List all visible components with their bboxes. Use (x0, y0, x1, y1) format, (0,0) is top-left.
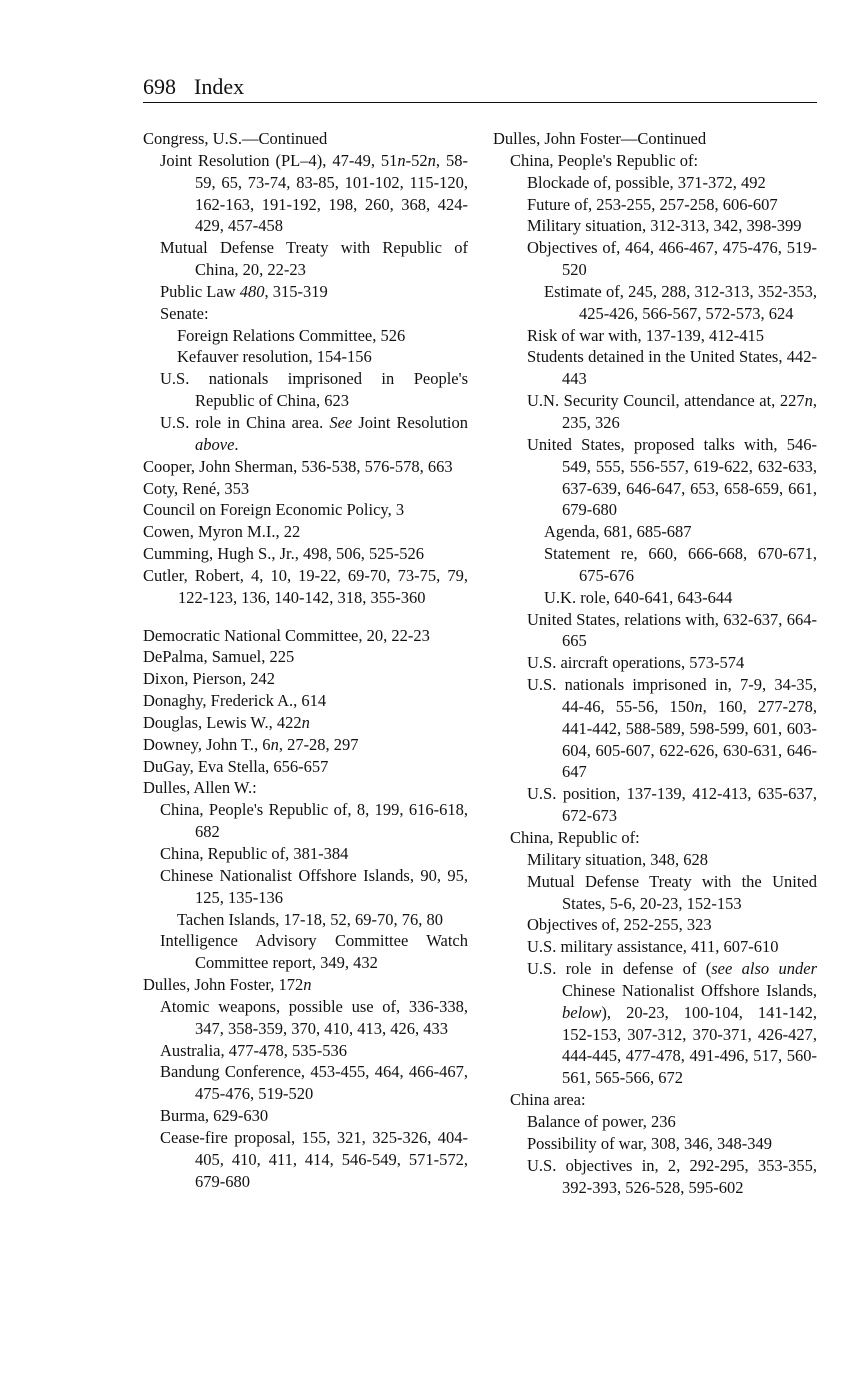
index-subentry: Military situation, 312-313, 342, 398-399 (527, 216, 802, 236)
index-entry: Cutler, Robert, 4, 10, 19-22, 69-70, 73-75, 79, 122-123, 136, 140-142, 318, 355-360 (143, 565, 468, 607)
index-subentry: Military situation, 348, 628 (527, 849, 709, 869)
index-subentry: Kefauver resolution, 154-156 (177, 347, 372, 367)
index-subentry: Objectives of, 252-255, 323 (527, 915, 712, 935)
index-subentry: China, People's Republic of, 8, 199, 616-618, 682 (160, 800, 468, 842)
index-subentry: Foreign Relations Committee, 526 (177, 325, 406, 345)
index-entry: Donaghy, Frederick A., 614 (143, 691, 327, 711)
index-entry: Council on Foreign Economic Policy, 3 (143, 500, 405, 520)
index-subentry: Intelligence Advisory Committee Watch Committee report, 349, 432 (160, 931, 468, 973)
index-subentry: Cease-fire proposal, 155, 321, 325-326, 404-405, 410, 411, 414, 546-549, 571-572, 679-680 (160, 1127, 468, 1191)
index-subentry: U.N. Security Council, attendance at, 227n, 235, 326 (527, 391, 817, 432)
index-subentry: Public Law 480, 315-319 (160, 281, 328, 301)
index-column-left (143, 128, 468, 1193)
index-entry: DePalma, Samuel, 225 (143, 647, 295, 667)
index-subentry: U.S. objectives in, 2, 292-295, 353-355, 392-393, 526-528, 595-602 (527, 1155, 817, 1197)
index-entry: Cooper, John Sherman, 536-538, 576-578, 663 (143, 456, 453, 476)
index-subentry: Burma, 629-630 (160, 1106, 269, 1126)
index-subentry: Risk of war with, 137-139, 412-415 (527, 325, 764, 345)
index-subentry: Senate: (160, 303, 209, 323)
index-subentry: U.S. military assistance, 411, 607-610 (527, 937, 779, 957)
index-subentry: Objectives of, 464, 466-467, 475-476, 519-520 (527, 238, 817, 280)
index-entry: Cumming, Hugh S., Jr., 498, 506, 525-526 (143, 544, 424, 564)
index-subentry: U.S. nationals imprisoned in, 7-9, 34-35, 44-46, 55-56, 150n, 160, 277-278, 441-442, 588-589, 598-599, 601, 603-604, 605-607, 622-626, 630-631, 646-647 (527, 675, 817, 782)
page-number: 698 (143, 74, 176, 99)
index-subentry: U.S. role in defense of (see also under Chinese Nationalist Offshore Islands, below), 20-23, 100-104, 141-142, 152-153, 307-312, 370-371, 426-427, 444-445, 477-478, 491-496, 517, 560-561, 565-566, 672 (527, 959, 817, 1088)
index-subentry: Possibility of war, 308, 346, 348-349 (527, 1133, 773, 1153)
page-title: Index (194, 74, 245, 99)
index-subentry: Joint Resolution (PL–4), 47-49, 51n-52n, 58-59, 65, 73-74, 83-85, 101-102, 115-120, 162-163, 191-192, 198, 260, 368, 424-429, 457-458 (160, 150, 468, 236)
index-entry: Douglas, Lewis W., 422n (143, 712, 310, 732)
index-subentry: U.S. position, 137-139, 412-413, 635-637, 672-673 (527, 784, 817, 826)
index-entry: Cowen, Myron M.I., 22 (143, 522, 301, 542)
index-column-right (493, 128, 817, 1198)
index-entry: Democratic National Committee, 20, 22-23 (143, 625, 430, 645)
index-subentry: U.S. role in China area. See Joint Resolution above. (160, 412, 468, 454)
index-subentry: Balance of power, 236 (527, 1111, 676, 1131)
index-subentry: China, Republic of, 381-384 (160, 844, 349, 863)
index-subentry: China, Republic of: (510, 828, 640, 847)
index-subentry: Tachen Islands, 17-18, 52, 69-70, 76, 80 (177, 909, 444, 929)
index-subentry: Bandung Conference, 453-455, 464, 466-467, 475-476, 519-520 (160, 1062, 468, 1104)
index-subentry: United States, proposed talks with, 546-549, 555, 556-557, 619-622, 632-633, 637-639, 646-647, 653, 658-659, 661, 679-680 (527, 434, 817, 520)
page-header (143, 72, 817, 103)
index-subentry: Future of, 253-255, 257-258, 606-607 (527, 194, 778, 214)
index-subentry: Chinese Nationalist Offshore Islands, 90, 95, 125, 135-136 (160, 865, 468, 907)
index-subentry: China area: (510, 1090, 586, 1110)
index-subentry: China, People's Republic of: (510, 150, 699, 170)
index-entry: Congress, U.S.—Continued (143, 129, 328, 148)
index-subentry: Students detained in the United States, 442-443 (527, 347, 817, 389)
index-subentry: Mutual Defense Treaty with the United States, 5-6, 20-23, 152-153 (527, 871, 817, 913)
index-subentry: Mutual Defense Treaty with Republic of China, 20, 22-23 (160, 238, 468, 280)
index-subentry: Statement re, 660, 666-668, 670-671, 675-676 (544, 544, 817, 585)
index-entry: Dulles, Allen W.: (143, 778, 257, 798)
index-entry: Dixon, Pierson, 242 (143, 669, 275, 689)
index-subentry: U.S. aircraft operations, 573-574 (527, 653, 745, 673)
index-entry: Dulles, John Foster, 172n (143, 975, 312, 995)
index-subentry: Agenda, 681, 685-687 (544, 522, 692, 542)
index-subentry: Atomic weapons, possible use of, 336-338, 347, 358-359, 370, 410, 413, 426, 433 (160, 996, 468, 1038)
index-subentry: Estimate of, 245, 288, 312-313, 352-353, 425-426, 566-567, 572-573, 624 (544, 281, 817, 323)
index-entry: Downey, John T., 6n, 27-28, 297 (143, 734, 359, 754)
index-subentry: U.S. nationals imprisoned in People's Republic of China, 623 (160, 369, 468, 411)
index-subentry: Blockade of, possible, 371-372, 492 (527, 172, 766, 192)
index-entry: DuGay, Eva Stella, 656-657 (143, 756, 329, 776)
index-entry: Coty, René, 353 (143, 478, 250, 498)
index-subentry: U.K. role, 640-641, 643-644 (544, 587, 733, 607)
index-entry: Dulles, John Foster—Continued (493, 129, 707, 148)
entry-group-gap (143, 609, 468, 625)
index-subentry: United States, relations with, 632-637, 664-665 (527, 609, 817, 651)
index-subentry: Australia, 477-478, 535-536 (160, 1040, 347, 1060)
